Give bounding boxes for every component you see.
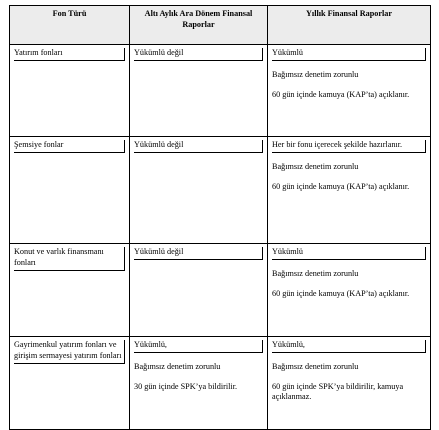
fund-type-label: Yatırım fonları: [14, 48, 125, 61]
annual-cell: [268, 137, 431, 244]
annual-line: Bağımsız denetim zorunlu: [272, 69, 359, 79]
fund-type-cell: [10, 45, 130, 137]
table-header-row: [10, 6, 431, 45]
fund-type-cell: [10, 244, 130, 337]
annual-line: 60 gün içinde kamuya (KAP’ta) açıklanır.: [272, 288, 410, 298]
annual-line: Yükümlü,: [272, 340, 426, 353]
annual-line: 60 gün içinde SPK’ya bildirilir, kamuya açıklanmaz.: [272, 381, 404, 402]
fund-type-label: Şemsiye fonlar: [14, 140, 125, 153]
annual-cell: [268, 244, 431, 337]
interim-cell: [130, 137, 268, 244]
annual-line: Bağımsız denetim zorunlu: [272, 361, 359, 371]
fund-reporting-table: [9, 5, 431, 430]
annual-cell: [268, 337, 431, 430]
interim-cell: [130, 45, 268, 137]
annual-line: Bağımsız denetim zorunlu: [272, 161, 359, 171]
interim-line: Yükümlü,: [134, 340, 263, 353]
fund-type-label: Konut ve varlık finansmanı fonları: [14, 247, 125, 271]
header-fund-type: Fon Türü: [10, 6, 130, 45]
table-row: [10, 137, 431, 244]
fund-type-cell: [10, 137, 130, 244]
interim-line: Yükümlü değil: [134, 140, 263, 153]
interim-line: 30 gün içinde SPK’ya bildirilir.: [134, 381, 238, 391]
interim-line: Yükümlü değil: [134, 48, 263, 61]
fund-type-cell: [10, 337, 130, 430]
header-interim-reports: Altı Aylık Ara Dönem Finansal Raporlar: [130, 6, 268, 45]
table-row: [10, 244, 431, 337]
table-row: [10, 45, 431, 137]
interim-cell: [130, 337, 268, 430]
annual-line: Yükümlü: [272, 247, 426, 260]
table-row: [10, 337, 431, 430]
annual-line: Bağımsız denetim zorunlu: [272, 268, 359, 278]
fund-type-label: Gayrimenkul yatırım fonları ve girişim sermayesi yatırım fonları: [14, 340, 125, 364]
annual-line: 60 gün içinde kamuya (KAP’ta) açıklanır.: [272, 89, 410, 99]
annual-cell: [268, 45, 431, 137]
interim-line: Bağımsız denetim zorunlu: [134, 361, 221, 371]
interim-line: Yükümlü değil: [134, 247, 263, 260]
interim-cell: [130, 244, 268, 337]
annual-line: Her bir fonu içerecek şekilde hazırlanır.: [272, 140, 426, 153]
annual-line: 60 gün içinde kamuya (KAP’ta) açıklanır.: [272, 181, 410, 191]
annual-line: Yükümlü: [272, 48, 426, 61]
header-annual-reports: Yıllık Finansal Raporlar: [268, 6, 431, 45]
